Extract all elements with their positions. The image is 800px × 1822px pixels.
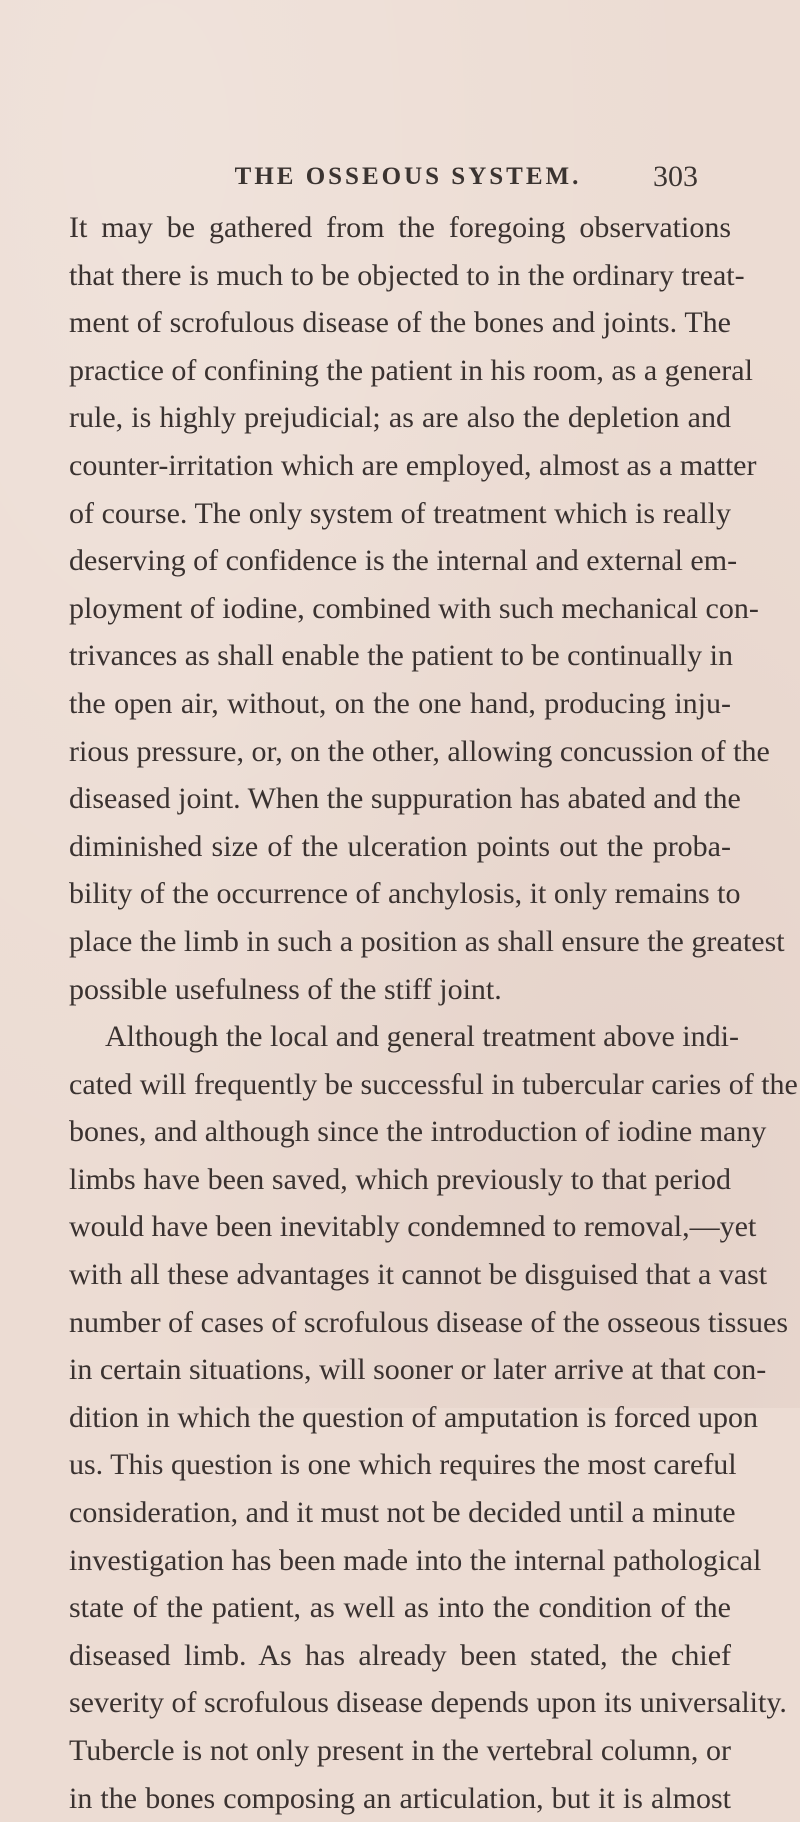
text-line: Tubercle is not only present in the vertebral column, or <box>69 1734 731 1767</box>
page-number: 303 <box>653 160 698 193</box>
text-line: diseased limb. As has already been stated, the chief <box>69 1638 731 1672</box>
text-line: cated will frequently be successful in tubercular caries of the <box>69 1067 798 1101</box>
text-line: deserving of confidence is the internal and external em- <box>69 544 738 578</box>
text-line: in certain situations, will sooner or later arrive at that con- <box>69 1353 767 1387</box>
text-line: us. This question is one which requires the most careful <box>69 1448 737 1482</box>
text-line: investigation has been made into the internal pathological <box>69 1543 762 1577</box>
running-head <box>118 160 698 203</box>
text-line: of course. The only system of treatment which is really <box>69 496 731 530</box>
text-line: limbs have been saved, which previously to that period <box>69 1162 731 1196</box>
text-line: with all these advantages it cannot be disguised that a vast <box>69 1258 768 1292</box>
text-line: consideration, and it must not be decided until a minute <box>69 1496 736 1530</box>
text-line: bones, and although since the introduction of iodine many <box>69 1115 767 1149</box>
text-line: the open air, without, on the one hand, producing inju- <box>69 686 731 720</box>
text-line: that there is much to be objected to in the ordinary treat- <box>69 258 745 292</box>
running-title: THE OSSEOUS SYSTEM. <box>234 163 582 190</box>
text-line: counter-irritation which are employed, almost as a matter <box>69 448 757 482</box>
text-line: practice of confining the patient in his room, as a general <box>69 353 753 387</box>
text-line: state of the patient, as well as into the condition of the <box>69 1591 731 1625</box>
text-line: trivances as shall enable the patient to be continually in <box>69 639 733 673</box>
text-line: ployment of iodine, combined with such mechanical con- <box>69 591 759 625</box>
text-line: diminished size of the ulceration points out the proba- <box>69 829 731 863</box>
body-text <box>69 204 798 1822</box>
text-line: rule, is highly prejudicial; as are also the depletion and <box>69 401 731 435</box>
text-line-paragraph-end: possible usefulness of the stiff joint. <box>69 972 502 1006</box>
text-line: It may be gathered from the foregoing observations <box>69 211 731 244</box>
text-line: ment of scrofulous disease of the bones and joints. The <box>69 306 731 340</box>
text-line: number of cases of scrofulous disease of the osseous tissues <box>69 1305 789 1339</box>
text-line: severity of scrofulous disease depends upon its universality. <box>69 1686 787 1720</box>
text-line: rious pressure, or, on the other, allowing concussion of the <box>69 734 770 768</box>
text-line: bility of the occurrence of anchylosis, it only remains to <box>69 877 741 911</box>
text-line: place the limb in such a position as shall ensure the greatest <box>69 924 785 958</box>
text-line: in the bones composing an articulation, but it is almost <box>69 1781 731 1815</box>
text-line: would have been inevitably condemned to removal,—yet <box>69 1210 757 1244</box>
text-line: diseased joint. When the suppuration has abated and the <box>69 782 741 816</box>
text-line: dition in which the question of amputation is forced upon <box>69 1400 759 1434</box>
text-line-paragraph-start: Although the local and general treatment above indi- <box>105 1020 739 1054</box>
